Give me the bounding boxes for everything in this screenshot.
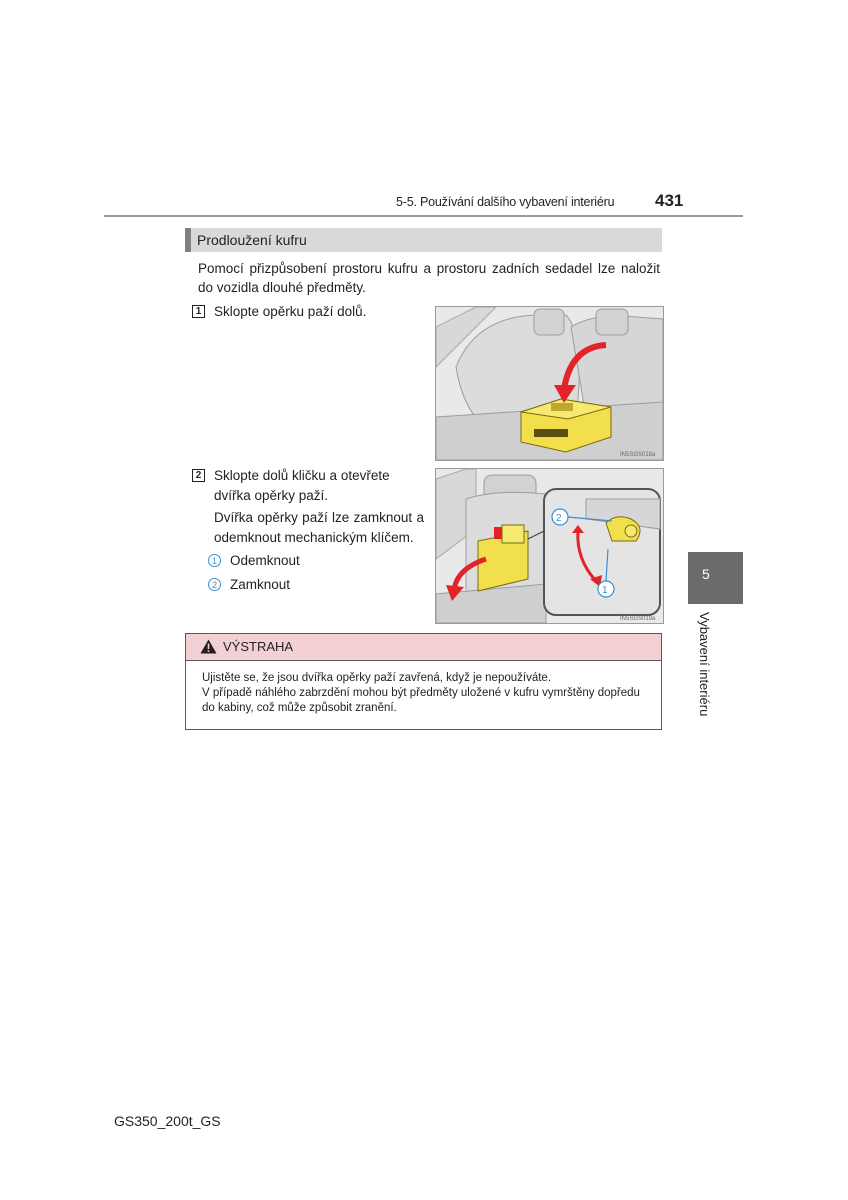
chapter-tab <box>688 552 743 604</box>
step-1-marker: 1 <box>192 305 205 318</box>
figure-armrest-door <box>435 468 664 624</box>
section-title: Prodloužení kufru <box>197 232 307 248</box>
warning-line-1: Ujistěte se, že jsou dvířka opěrky paží zavřená, když je nepoužíváte. <box>202 672 552 684</box>
figure-armrest-fold-down <box>435 306 664 461</box>
step-2-note: Dvířka opěrky paží lze zamknout a odemknout mechanickým klíčem. <box>214 510 424 545</box>
footer-model-code: GS350_200t_GS <box>114 1113 221 1129</box>
header-section-title: 5-5. Používání dalšího vybavení interiéru <box>396 195 615 209</box>
section-heading <box>185 228 662 252</box>
figure-2-callout-lock: 2 <box>556 513 562 524</box>
armrest-door-illustration <box>436 469 663 623</box>
section-heading-accent <box>185 228 191 252</box>
unlock-marker: 1 <box>208 554 221 567</box>
lock-marker: 2 <box>208 578 221 591</box>
step-1-text: Sklopte opěrku paží dolů. <box>214 304 367 319</box>
warning-line-2: V případě náhlého zabrzdění mohou být předměty uložené v kufru vymrštěny dopředu do kabiny, což může způsobit zranění. <box>202 687 640 714</box>
step-2-text: Sklopte dolů kličku a otevřete dvířka opěrky paží. <box>214 468 390 503</box>
unlock-label: Odemknout <box>230 553 300 568</box>
chapter-number: 5 <box>702 566 710 582</box>
lock-label: Zamknout <box>230 577 291 592</box>
warning-header <box>186 634 661 661</box>
figure-1-code: IN5SGS018a <box>620 452 656 458</box>
warning-body <box>202 671 648 716</box>
warning-title: VÝSTRAHA <box>223 639 294 654</box>
figure-2-code: IN5SGS019a <box>620 616 656 622</box>
armrest-fold-illustration <box>436 307 663 460</box>
page-number: 431 <box>655 191 684 210</box>
step-2-marker: 2 <box>192 469 205 482</box>
chapter-label: Vybavení interiéru <box>697 612 712 717</box>
intro-paragraph: Pomocí přizpůsobení prostoru kufru a prostoru zadních sedadel lze naložit do vozidla dlouhé předměty. <box>198 261 660 295</box>
warning-box <box>185 633 662 730</box>
header-divider <box>104 215 743 217</box>
figure-2-callout-unlock: 1 <box>602 585 608 596</box>
warning-triangle-icon <box>200 639 217 654</box>
